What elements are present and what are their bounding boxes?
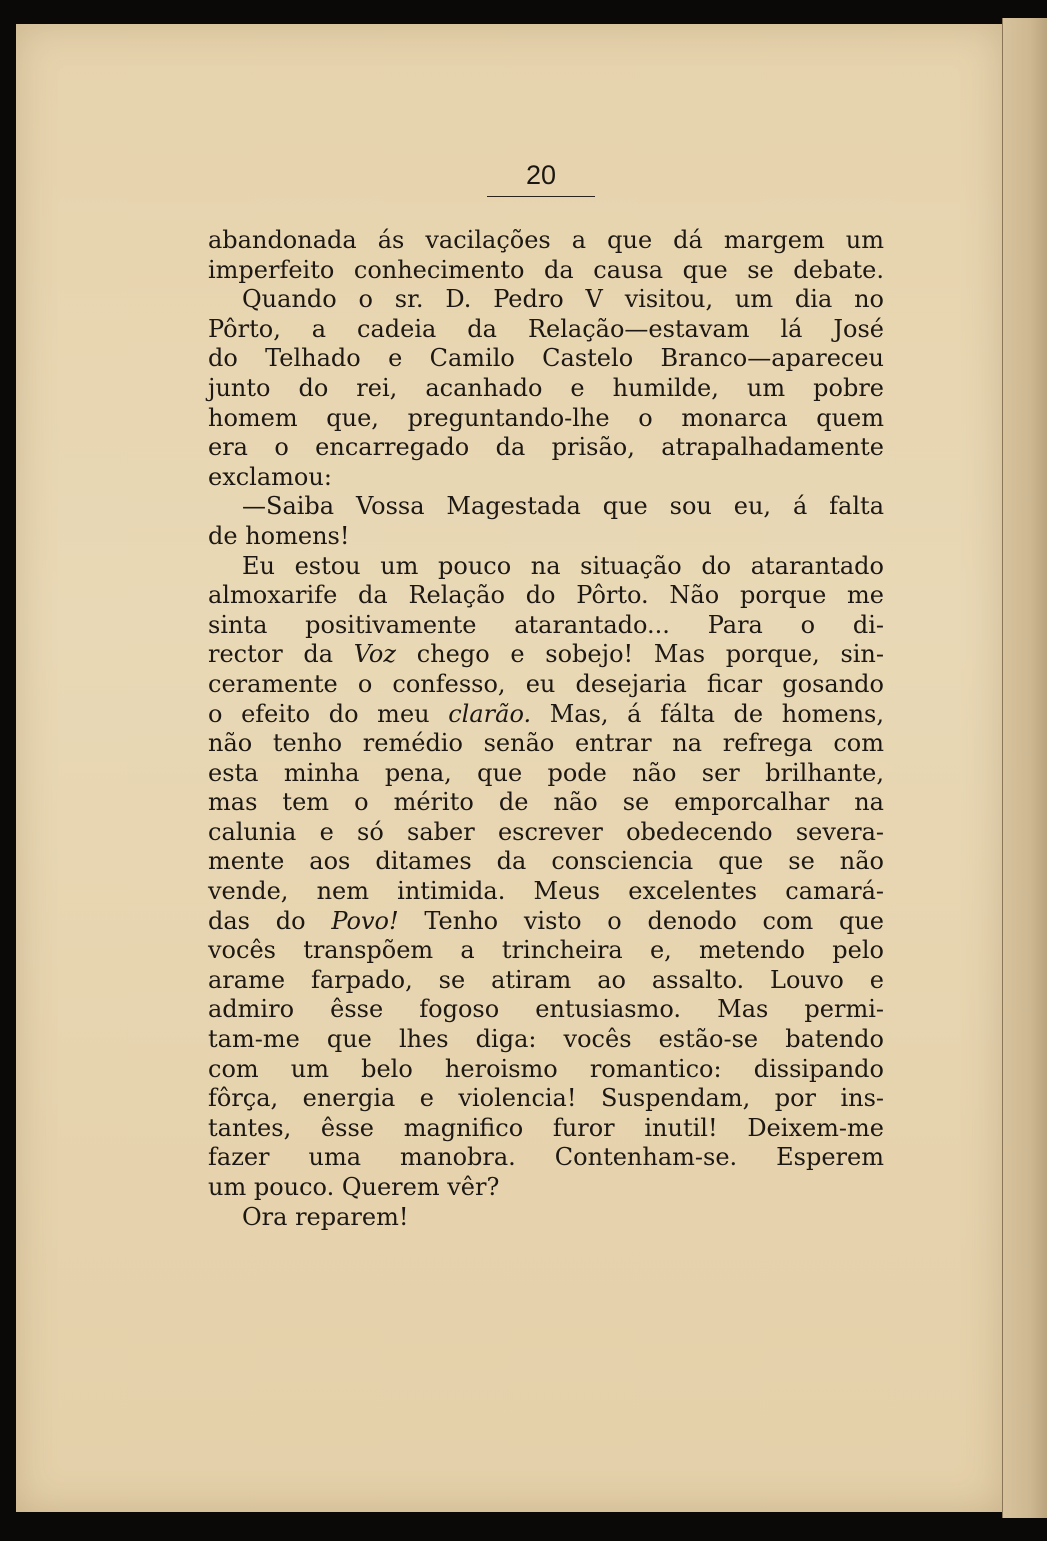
text-fragment: rector da [208, 640, 354, 669]
body-text [208, 226, 884, 1232]
italic-word: clarão. [448, 699, 532, 728]
text-line: mente aos ditames da consciencia que se não [208, 847, 884, 876]
text-line [208, 907, 884, 937]
text-line: Quando o sr. D. Pedro V visitou, um dia no [242, 285, 884, 314]
text-line: um pouco. Querem vêr? [208, 1173, 500, 1201]
text-line: Eu estou um pouco na situação do atarantado [242, 551, 884, 580]
text-line: fazer uma manobra. Contenham-se. Esperem [208, 1143, 884, 1172]
text-fragment: o efeito do meu [208, 699, 449, 728]
text-line: de homens! [208, 521, 350, 550]
text-fragment: chego e sobejo! Mas porque, sin- [396, 640, 884, 669]
text-line: almoxarife da Relação do Pôrto. Não porque me [208, 581, 884, 610]
text-line: imperfeito conhecimento da causa que se debate. [208, 255, 884, 284]
text-line: admiro êsse fogoso entusiasmo. Mas permi- [208, 995, 884, 1024]
text-line: exclamou: [208, 462, 332, 491]
adjacent-page-edge [1002, 18, 1047, 1518]
text-line: ceramente o confesso, eu desejaria ficar gosando [208, 669, 884, 698]
text-line: Pôrto, a cadeia da Relação—estavam lá José [208, 314, 884, 343]
text-line: tam-me que lhes diga: vocês estão-se batendo [208, 1025, 884, 1054]
text-fragment: Tenho visto o denodo com que [398, 906, 884, 935]
italic-word: Povo! [331, 906, 399, 935]
text-line: mas tem o mérito de não se emporcalhar na [208, 788, 884, 817]
text-line: —Saiba Vossa Magestada que sou eu, á falta [242, 492, 884, 521]
text-line: calunia e só saber escrever obedecendo severa- [208, 817, 884, 846]
text-line: esta minha pena, que pode não ser brilhante, [208, 758, 884, 787]
text-line: arame farpado, se atiram ao assalto. Louvo e [208, 965, 884, 994]
text-line: Ora reparem! [242, 1202, 409, 1231]
text-line [208, 640, 884, 670]
text-line: vende, nem intimida. Meus excelentes camará- [208, 877, 884, 906]
text-fragment: Mas, á fálta de homens, [531, 699, 885, 728]
text-line: junto do rei, acanhado e humilde, um pobre [208, 373, 884, 402]
text-line: sinta positivamente atarantado... Para o di- [208, 610, 884, 639]
page-number-underline [487, 196, 595, 197]
page-number: 20 [525, 160, 557, 190]
text-line: fôrça, energia e violencia! Suspendam, por ins- [208, 1084, 884, 1113]
text-fragment: das do [208, 906, 332, 935]
text-line: abandonada ás vacilações a que dá margem um [208, 226, 884, 254]
text-line: não tenho remédio senão entrar na refrega com [208, 729, 884, 758]
text-line: vocês transpõem a trincheira e, metendo pelo [208, 936, 884, 965]
text-line: com um belo heroismo romantico: dissipando [208, 1054, 884, 1083]
text-line: tantes, êsse magnifico furor inutil! Deixem-me [208, 1113, 884, 1142]
text-line [208, 700, 884, 730]
italic-word: Voz [353, 640, 397, 669]
text-line: do Telhado e Camilo Castelo Branco—apareceu [208, 344, 884, 373]
text-line: homem que, preguntando-lhe o monarca quem [208, 403, 884, 432]
text-line: era o encarregado da prisão, atrapalhadamente [208, 433, 884, 462]
